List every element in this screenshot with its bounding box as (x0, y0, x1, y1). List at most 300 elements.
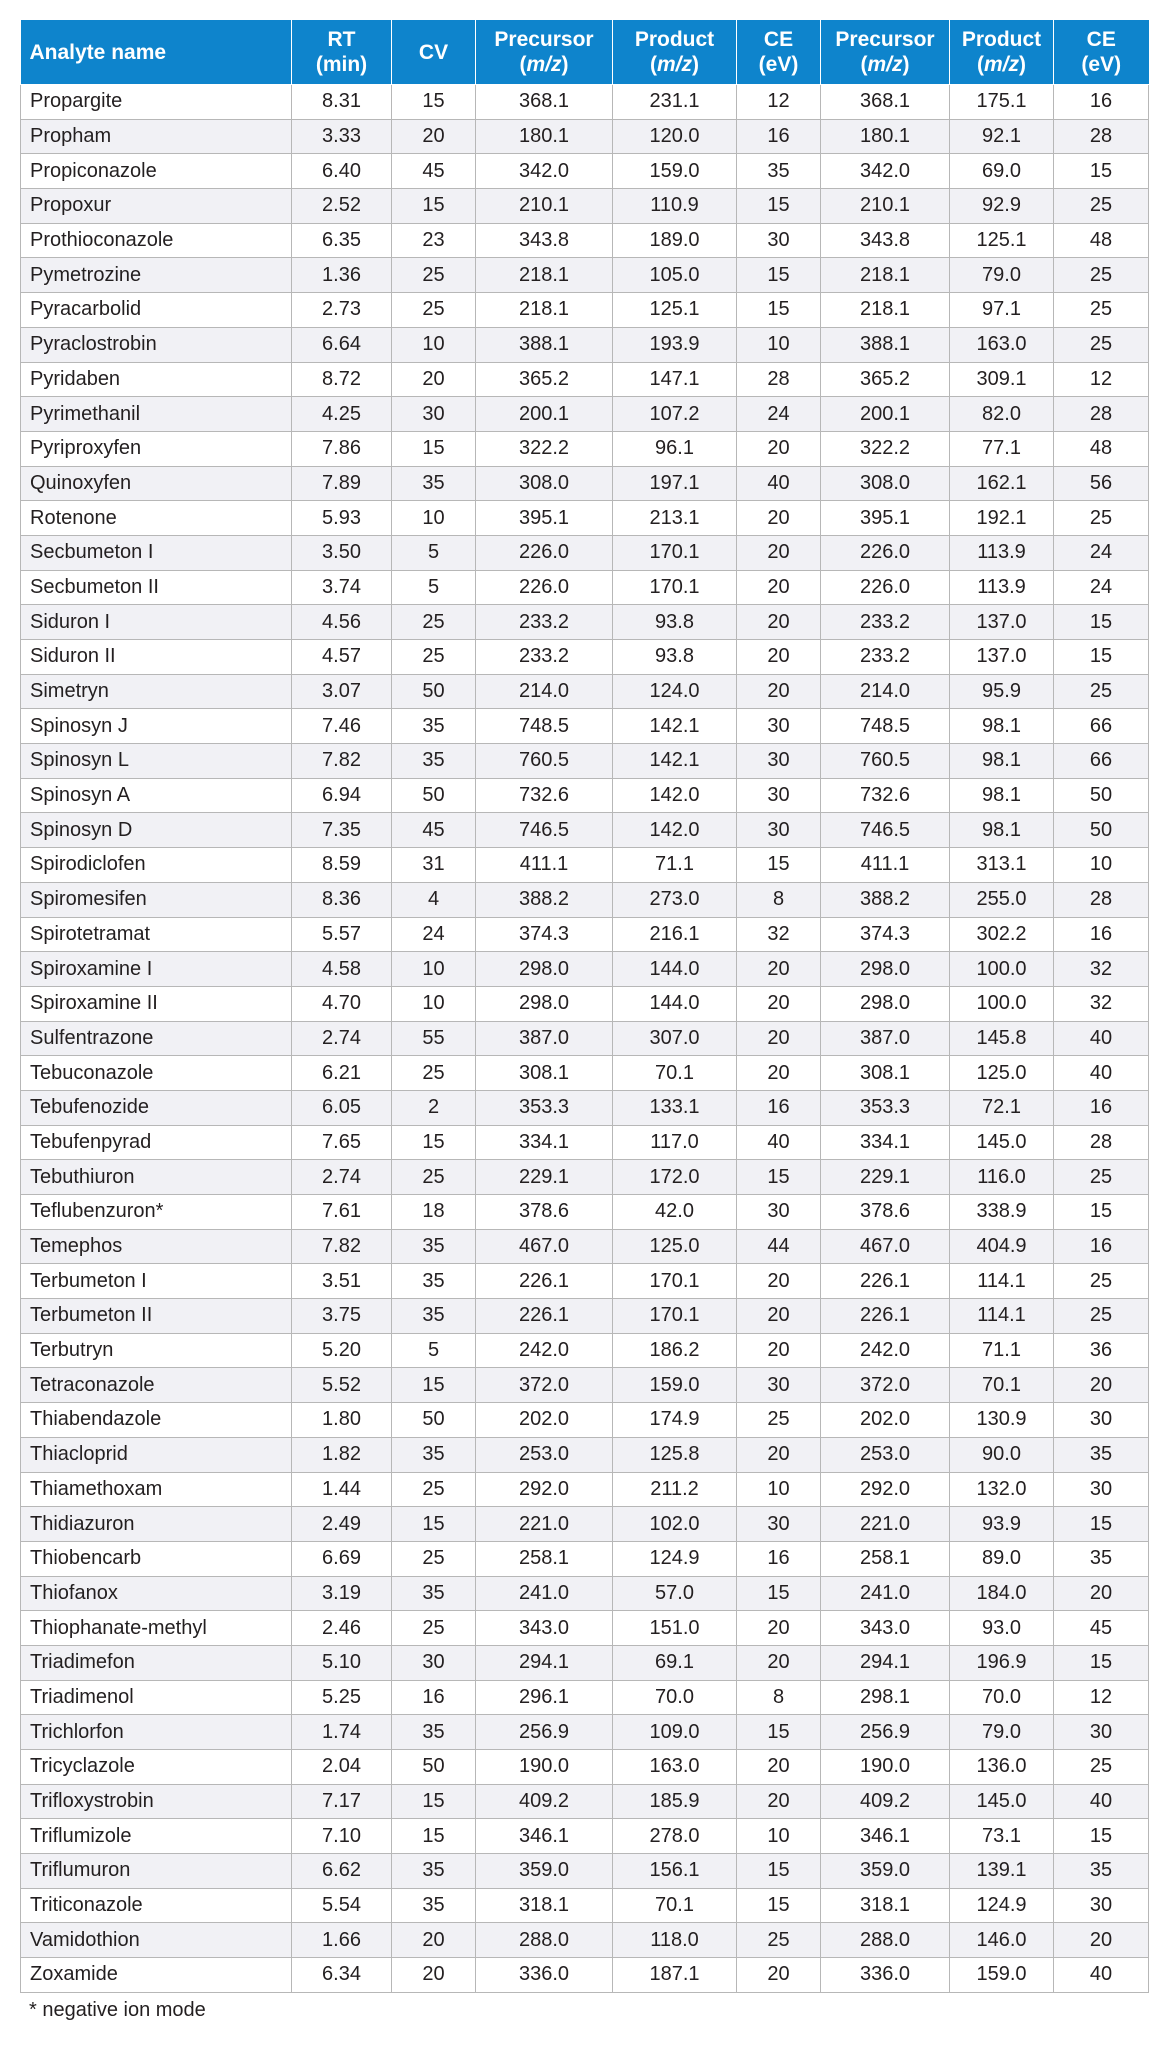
table-cell-ce-1: 30 (737, 1195, 821, 1230)
table-cell-product-1: 71.1 (613, 848, 737, 883)
table-cell-analyte-name: Triflumizole (21, 1819, 292, 1854)
table-row (21, 605, 1149, 640)
table-cell-analyte-name: Spinosyn A (21, 778, 292, 813)
table-cell-precursor-2: 190.0 (821, 1750, 950, 1785)
table-cell-ce-2: 40 (1054, 1021, 1149, 1056)
table-cell-product-1: 170.1 (613, 1264, 737, 1299)
column-header-label: CV (418, 40, 449, 64)
table-cell-ce-1: 20 (737, 431, 821, 466)
table-cell-ce-1: 30 (737, 1368, 821, 1403)
table-cell-product-2: 79.0 (950, 1715, 1054, 1750)
table-cell-ce-1: 20 (737, 1784, 821, 1819)
table-cell-product-2: 192.1 (950, 501, 1054, 536)
table-cell-product-2: 98.1 (950, 709, 1054, 744)
table-cell-analyte-name: Siduron II (21, 640, 292, 675)
table-cell-rt: 4.57 (292, 640, 392, 675)
table-cell-precursor-1: 409.2 (476, 1784, 613, 1819)
table-cell-rt: 3.50 (292, 535, 392, 570)
table-cell-rt: 6.21 (292, 1056, 392, 1091)
table-cell-ce-2: 30 (1054, 1472, 1149, 1507)
table-cell-product-2: 89.0 (950, 1541, 1054, 1576)
table-cell-analyte-name: Thiamethoxam (21, 1472, 292, 1507)
table-cell-ce-1: 30 (737, 1507, 821, 1542)
column-header-unit: (eV) (1081, 53, 1122, 76)
table-cell-rt: 2.49 (292, 1507, 392, 1542)
table-cell-ce-1: 16 (737, 1090, 821, 1125)
table-cell-ce-1: 20 (737, 1750, 821, 1785)
table-cell-precursor-1: 343.8 (476, 223, 613, 258)
table-row (21, 709, 1149, 744)
table-cell-analyte-name: Pyridaben (21, 362, 292, 397)
footnote: * negative ion mode (29, 1998, 206, 2021)
table-cell-ce-1: 20 (737, 1645, 821, 1680)
table-cell-product-2: 95.9 (950, 674, 1054, 709)
table-cell-product-1: 187.1 (613, 1958, 737, 1993)
table-cell-product-1: 159.0 (613, 1368, 737, 1403)
table-cell-rt: 6.05 (292, 1090, 392, 1125)
table-cell-cv: 35 (392, 1715, 476, 1750)
table-cell-rt: 2.73 (292, 293, 392, 328)
table-cell-ce-1: 20 (737, 535, 821, 570)
table-cell-product-1: 151.0 (613, 1611, 737, 1646)
table-cell-precursor-2: 388.1 (821, 327, 950, 362)
table-cell-precursor-2: 372.0 (821, 1368, 950, 1403)
table-cell-analyte-name: Triadimenol (21, 1680, 292, 1715)
table-row (21, 1680, 1149, 1715)
table-cell-precursor-1: 200.1 (476, 397, 613, 432)
table-cell-product-2: 163.0 (950, 327, 1054, 362)
table-cell-precursor-1: 210.1 (476, 189, 613, 224)
table-cell-cv: 4 (392, 882, 476, 917)
table-cell-precursor-2: 233.2 (821, 605, 950, 640)
table-cell-ce-2: 35 (1054, 1854, 1149, 1889)
table-row (21, 1403, 1149, 1438)
table-cell-product-1: 69.1 (613, 1645, 737, 1680)
table-cell-product-1: 96.1 (613, 431, 737, 466)
table-cell-ce-1: 30 (737, 223, 821, 258)
table-cell-cv: 35 (392, 1299, 476, 1334)
table-cell-precursor-2: 226.0 (821, 535, 950, 570)
table-cell-analyte-name: Tebuconazole (21, 1056, 292, 1091)
table-cell-ce-2: 16 (1054, 1090, 1149, 1125)
table-cell-cv: 55 (392, 1021, 476, 1056)
table-cell-product-2: 98.1 (950, 744, 1054, 779)
table-cell-rt: 7.86 (292, 431, 392, 466)
table-cell-analyte-name: Thiobencarb (21, 1541, 292, 1576)
table-cell-analyte-name: Triticonazole (21, 1888, 292, 1923)
table-cell-precursor-1: 308.1 (476, 1056, 613, 1091)
table-row (21, 1437, 1149, 1472)
table-cell-product-1: 109.0 (613, 1715, 737, 1750)
table-cell-analyte-name: Quinoxyfen (21, 466, 292, 501)
table-cell-analyte-name: Tebufenozide (21, 1090, 292, 1125)
table-cell-product-1: 278.0 (613, 1819, 737, 1854)
table-cell-product-2: 71.1 (950, 1333, 1054, 1368)
table-cell-precursor-1: 190.0 (476, 1750, 613, 1785)
table-cell-rt: 7.35 (292, 813, 392, 848)
table-row (21, 1819, 1149, 1854)
table-cell-ce-2: 45 (1054, 1611, 1149, 1646)
table-cell-ce-1: 20 (737, 674, 821, 709)
table-cell-cv: 5 (392, 535, 476, 570)
table-row (21, 1611, 1149, 1646)
table-cell-rt: 5.52 (292, 1368, 392, 1403)
table-cell-analyte-name: Tetraconazole (21, 1368, 292, 1403)
table-row (21, 813, 1149, 848)
table-cell-product-2: 338.9 (950, 1195, 1054, 1230)
table-cell-analyte-name: Pyrimethanil (21, 397, 292, 432)
table-cell-product-2: 139.1 (950, 1854, 1054, 1889)
table-cell-product-1: 57.0 (613, 1576, 737, 1611)
table-cell-analyte-name: Propiconazole (21, 154, 292, 189)
table-cell-rt: 8.36 (292, 882, 392, 917)
table-cell-cv: 15 (392, 189, 476, 224)
table-cell-cv: 35 (392, 1888, 476, 1923)
table-cell-analyte-name: Terbumeton I (21, 1264, 292, 1299)
table-cell-precursor-1: 298.0 (476, 952, 613, 987)
table-row (21, 1056, 1149, 1091)
table-cell-ce-1: 30 (737, 813, 821, 848)
table-row (21, 882, 1149, 917)
table-cell-rt: 7.82 (292, 744, 392, 779)
table-cell-analyte-name: Pyraclostrobin (21, 327, 292, 362)
table-cell-precursor-2: 342.0 (821, 154, 950, 189)
table-cell-ce-1: 44 (737, 1229, 821, 1264)
table-cell-rt: 1.80 (292, 1403, 392, 1438)
table-cell-rt: 3.51 (292, 1264, 392, 1299)
table-cell-ce-2: 25 (1054, 258, 1149, 293)
table-cell-rt: 4.58 (292, 952, 392, 987)
table-cell-precursor-2: 318.1 (821, 1888, 950, 1923)
column-header-unit: (eV) (758, 53, 799, 76)
table-row (21, 154, 1149, 189)
table-cell-analyte-name: Temephos (21, 1229, 292, 1264)
table-cell-cv: 25 (392, 640, 476, 675)
table-cell-ce-1: 28 (737, 362, 821, 397)
table-row (21, 327, 1149, 362)
table-cell-analyte-name: Spinosyn D (21, 813, 292, 848)
column-header-product-1: Product (m/z) (613, 20, 737, 85)
table-cell-precursor-1: 372.0 (476, 1368, 613, 1403)
table-cell-ce-2: 30 (1054, 1403, 1149, 1438)
table-cell-product-1: 105.0 (613, 258, 737, 293)
table-cell-ce-1: 15 (737, 848, 821, 883)
table-cell-ce-2: 66 (1054, 709, 1149, 744)
table-cell-analyte-name: Thiofanox (21, 1576, 292, 1611)
table-cell-ce-2: 28 (1054, 1125, 1149, 1160)
table-cell-analyte-name: Trifloxystrobin (21, 1784, 292, 1819)
table-cell-precursor-1: 218.1 (476, 293, 613, 328)
table-cell-product-1: 170.1 (613, 570, 737, 605)
table-cell-product-2: 97.1 (950, 293, 1054, 328)
table-cell-precursor-1: 322.2 (476, 431, 613, 466)
table-cell-ce-2: 24 (1054, 535, 1149, 570)
table-cell-product-1: 70.1 (613, 1056, 737, 1091)
table-cell-product-2: 100.0 (950, 986, 1054, 1021)
table-cell-precursor-2: 748.5 (821, 709, 950, 744)
table-cell-ce-1: 20 (737, 952, 821, 987)
table-cell-ce-2: 40 (1054, 1784, 1149, 1819)
table-row (21, 1264, 1149, 1299)
table-cell-ce-2: 35 (1054, 1541, 1149, 1576)
table-cell-cv: 31 (392, 848, 476, 883)
table-cell-precursor-2: 221.0 (821, 1507, 950, 1542)
table-cell-product-2: 404.9 (950, 1229, 1054, 1264)
table-cell-product-2: 145.0 (950, 1125, 1054, 1160)
table-cell-cv: 10 (392, 952, 476, 987)
column-header-ce-2 (1054, 20, 1149, 85)
column-header-label: Analyte name (29, 40, 167, 64)
table-cell-product-2: 93.9 (950, 1507, 1054, 1542)
table-cell-precursor-2: 256.9 (821, 1715, 950, 1750)
table-cell-analyte-name: Terbumeton II (21, 1299, 292, 1334)
table-row (21, 1229, 1149, 1264)
table-cell-analyte-name: Spinosyn L (21, 744, 292, 779)
table-row (21, 1125, 1149, 1160)
table-cell-product-2: 196.9 (950, 1645, 1054, 1680)
table-cell-product-2: 92.9 (950, 189, 1054, 224)
table-cell-rt: 3.07 (292, 674, 392, 709)
table-cell-rt: 1.82 (292, 1437, 392, 1472)
table-cell-rt: 6.62 (292, 1854, 392, 1889)
table-cell-product-1: 211.2 (613, 1472, 737, 1507)
table-cell-precursor-2: 298.0 (821, 952, 950, 987)
table-cell-analyte-name: Spiroxamine II (21, 986, 292, 1021)
table-cell-ce-2: 15 (1054, 154, 1149, 189)
table-cell-precursor-2: 242.0 (821, 1333, 950, 1368)
table-cell-cv: 15 (392, 1507, 476, 1542)
table-cell-rt: 1.74 (292, 1715, 392, 1750)
table-cell-ce-1: 20 (737, 1437, 821, 1472)
table-cell-ce-2: 15 (1054, 1507, 1149, 1542)
table-cell-analyte-name: Terbutryn (21, 1333, 292, 1368)
table-cell-analyte-name: Spiromesifen (21, 882, 292, 917)
table-cell-ce-1: 24 (737, 397, 821, 432)
table-cell-rt: 6.34 (292, 1958, 392, 1993)
table-cell-product-1: 156.1 (613, 1854, 737, 1889)
table-cell-product-2: 175.1 (950, 85, 1054, 120)
table-cell-precursor-2: 180.1 (821, 119, 950, 154)
table-cell-precursor-1: 214.0 (476, 674, 613, 709)
table-cell-analyte-name: Tebuthiuron (21, 1160, 292, 1195)
table-cell-ce-1: 20 (737, 570, 821, 605)
table-cell-ce-2: 15 (1054, 640, 1149, 675)
table-cell-precursor-1: 226.0 (476, 570, 613, 605)
table-cell-analyte-name: Secbumeton I (21, 535, 292, 570)
table-cell-ce-1: 20 (737, 1299, 821, 1334)
table-cell-precursor-1: 233.2 (476, 640, 613, 675)
table-cell-precursor-2: 218.1 (821, 258, 950, 293)
table-cell-cv: 20 (392, 1923, 476, 1958)
table-cell-analyte-name: Secbumeton II (21, 570, 292, 605)
table-cell-ce-2: 25 (1054, 327, 1149, 362)
table-cell-ce-1: 10 (737, 1472, 821, 1507)
table-cell-cv: 25 (392, 258, 476, 293)
table-cell-product-2: 98.1 (950, 778, 1054, 813)
table-cell-product-1: 142.1 (613, 744, 737, 779)
table-cell-ce-2: 20 (1054, 1368, 1149, 1403)
table-cell-product-2: 130.9 (950, 1403, 1054, 1438)
table-cell-analyte-name: Pymetrozine (21, 258, 292, 293)
table-row (21, 1784, 1149, 1819)
table-cell-precursor-2: 322.2 (821, 431, 950, 466)
table-cell-rt: 7.65 (292, 1125, 392, 1160)
table-row (21, 952, 1149, 987)
table-cell-ce-1: 20 (737, 1264, 821, 1299)
column-header-label: CE (1086, 28, 1116, 51)
table-cell-analyte-name: Siduron I (21, 605, 292, 640)
table-cell-analyte-name: Propargite (21, 85, 292, 120)
table-cell-precursor-2: 226.1 (821, 1264, 950, 1299)
table-cell-product-1: 307.0 (613, 1021, 737, 1056)
table-cell-rt: 3.33 (292, 119, 392, 154)
table-cell-product-1: 125.1 (613, 293, 737, 328)
table-row (21, 431, 1149, 466)
table-row (21, 1888, 1149, 1923)
table-cell-cv: 5 (392, 570, 476, 605)
table-cell-precursor-1: 359.0 (476, 1854, 613, 1889)
table-row (21, 744, 1149, 779)
table-cell-product-2: 309.1 (950, 362, 1054, 397)
table-cell-precursor-2: 298.1 (821, 1680, 950, 1715)
table-cell-ce-2: 32 (1054, 986, 1149, 1021)
table-cell-product-1: 159.0 (613, 154, 737, 189)
column-header-analyte-name (21, 20, 292, 85)
table-cell-precursor-1: 388.1 (476, 327, 613, 362)
table-cell-analyte-name: Spirotetramat (21, 917, 292, 952)
table-cell-product-1: 142.0 (613, 778, 737, 813)
table-cell-precursor-2: 308.0 (821, 466, 950, 501)
table-cell-product-2: 124.9 (950, 1888, 1054, 1923)
table-cell-precursor-2: 233.2 (821, 640, 950, 675)
table-cell-ce-2: 16 (1054, 917, 1149, 952)
table-row (21, 1299, 1149, 1334)
table-cell-cv: 35 (392, 1854, 476, 1889)
table-cell-ce-2: 56 (1054, 466, 1149, 501)
table-cell-analyte-name: Spinosyn J (21, 709, 292, 744)
table-cell-ce-1: 25 (737, 1403, 821, 1438)
table-cell-product-2: 159.0 (950, 1958, 1054, 1993)
table-cell-ce-1: 10 (737, 1819, 821, 1854)
table-cell-ce-1: 8 (737, 882, 821, 917)
table-cell-precursor-1: 318.1 (476, 1888, 613, 1923)
table-row (21, 1507, 1149, 1542)
table-cell-cv: 35 (392, 1229, 476, 1264)
table-cell-precursor-1: 226.1 (476, 1264, 613, 1299)
table-cell-analyte-name: Tricyclazole (21, 1750, 292, 1785)
table-cell-product-2: 98.1 (950, 813, 1054, 848)
table-cell-ce-2: 12 (1054, 1680, 1149, 1715)
table-cell-analyte-name: Sulfentrazone (21, 1021, 292, 1056)
table-cell-precursor-1: 467.0 (476, 1229, 613, 1264)
table-cell-ce-2: 66 (1054, 744, 1149, 779)
table-cell-product-2: 313.1 (950, 848, 1054, 883)
table-cell-ce-2: 25 (1054, 189, 1149, 224)
table-cell-cv: 10 (392, 501, 476, 536)
table-row (21, 1472, 1149, 1507)
table-cell-analyte-name: Thiacloprid (21, 1437, 292, 1472)
table-cell-analyte-name: Triflumuron (21, 1854, 292, 1889)
table-cell-rt: 1.66 (292, 1923, 392, 1958)
table-cell-precursor-1: 387.0 (476, 1021, 613, 1056)
table-cell-ce-1: 15 (737, 189, 821, 224)
table-cell-product-1: 125.0 (613, 1229, 737, 1264)
table-row (21, 501, 1149, 536)
table-body (21, 85, 1149, 1993)
table-cell-rt: 3.19 (292, 1576, 392, 1611)
table-cell-precursor-1: 395.1 (476, 501, 613, 536)
table-cell-precursor-1: 226.0 (476, 535, 613, 570)
table-cell-product-1: 142.0 (613, 813, 737, 848)
table-cell-cv: 15 (392, 431, 476, 466)
table-cell-precursor-2: 378.6 (821, 1195, 950, 1230)
table-cell-precursor-1: 365.2 (476, 362, 613, 397)
table-cell-cv: 25 (392, 1472, 476, 1507)
table-cell-cv: 25 (392, 1160, 476, 1195)
table-cell-cv: 35 (392, 1576, 476, 1611)
table-cell-ce-1: 40 (737, 1125, 821, 1160)
table-cell-ce-1: 20 (737, 501, 821, 536)
table-cell-ce-2: 32 (1054, 952, 1149, 987)
table-cell-ce-1: 15 (737, 1576, 821, 1611)
table-cell-ce-1: 35 (737, 154, 821, 189)
table-cell-cv: 25 (392, 293, 476, 328)
table-cell-product-1: 124.9 (613, 1541, 737, 1576)
table-cell-product-1: 70.0 (613, 1680, 737, 1715)
table-cell-precursor-1: 368.1 (476, 85, 613, 120)
table-cell-product-2: 100.0 (950, 952, 1054, 987)
table-cell-cv: 18 (392, 1195, 476, 1230)
table-cell-precursor-2: 746.5 (821, 813, 950, 848)
table-cell-product-2: 70.0 (950, 1680, 1054, 1715)
table-cell-product-1: 142.1 (613, 709, 737, 744)
table-cell-precursor-1: 256.9 (476, 1715, 613, 1750)
table-cell-product-1: 118.0 (613, 1923, 737, 1958)
table-cell-product-2: 136.0 (950, 1750, 1054, 1785)
table-cell-ce-2: 35 (1054, 1437, 1149, 1472)
table-cell-ce-2: 25 (1054, 293, 1149, 328)
table-cell-analyte-name: Propham (21, 119, 292, 154)
table-cell-rt: 8.72 (292, 362, 392, 397)
table-row (21, 640, 1149, 675)
table-row (21, 848, 1149, 883)
table-cell-rt: 8.59 (292, 848, 392, 883)
table-cell-precursor-2: 229.1 (821, 1160, 950, 1195)
table-cell-product-2: 93.0 (950, 1611, 1054, 1646)
table-cell-product-2: 82.0 (950, 397, 1054, 432)
table-row (21, 535, 1149, 570)
table-cell-product-2: 116.0 (950, 1160, 1054, 1195)
table-cell-precursor-1: 343.0 (476, 1611, 613, 1646)
table-cell-ce-2: 36 (1054, 1333, 1149, 1368)
table-cell-product-1: 110.9 (613, 189, 737, 224)
table-cell-precursor-2: 218.1 (821, 293, 950, 328)
table-cell-ce-1: 15 (737, 258, 821, 293)
column-header-precursor-2: Precursor (m/z) (821, 20, 950, 85)
table-cell-rt: 7.89 (292, 466, 392, 501)
table-cell-rt: 6.69 (292, 1541, 392, 1576)
table-row (21, 570, 1149, 605)
table-cell-precursor-2: 343.8 (821, 223, 950, 258)
table-cell-precursor-2: 359.0 (821, 1854, 950, 1889)
table-cell-analyte-name: Trichlorfon (21, 1715, 292, 1750)
table-row (21, 258, 1149, 293)
table-cell-analyte-name: Spirodiclofen (21, 848, 292, 883)
table-cell-precursor-1: 253.0 (476, 1437, 613, 1472)
table-cell-product-1: 186.2 (613, 1333, 737, 1368)
table-cell-product-1: 144.0 (613, 952, 737, 987)
table-cell-ce-2: 28 (1054, 882, 1149, 917)
